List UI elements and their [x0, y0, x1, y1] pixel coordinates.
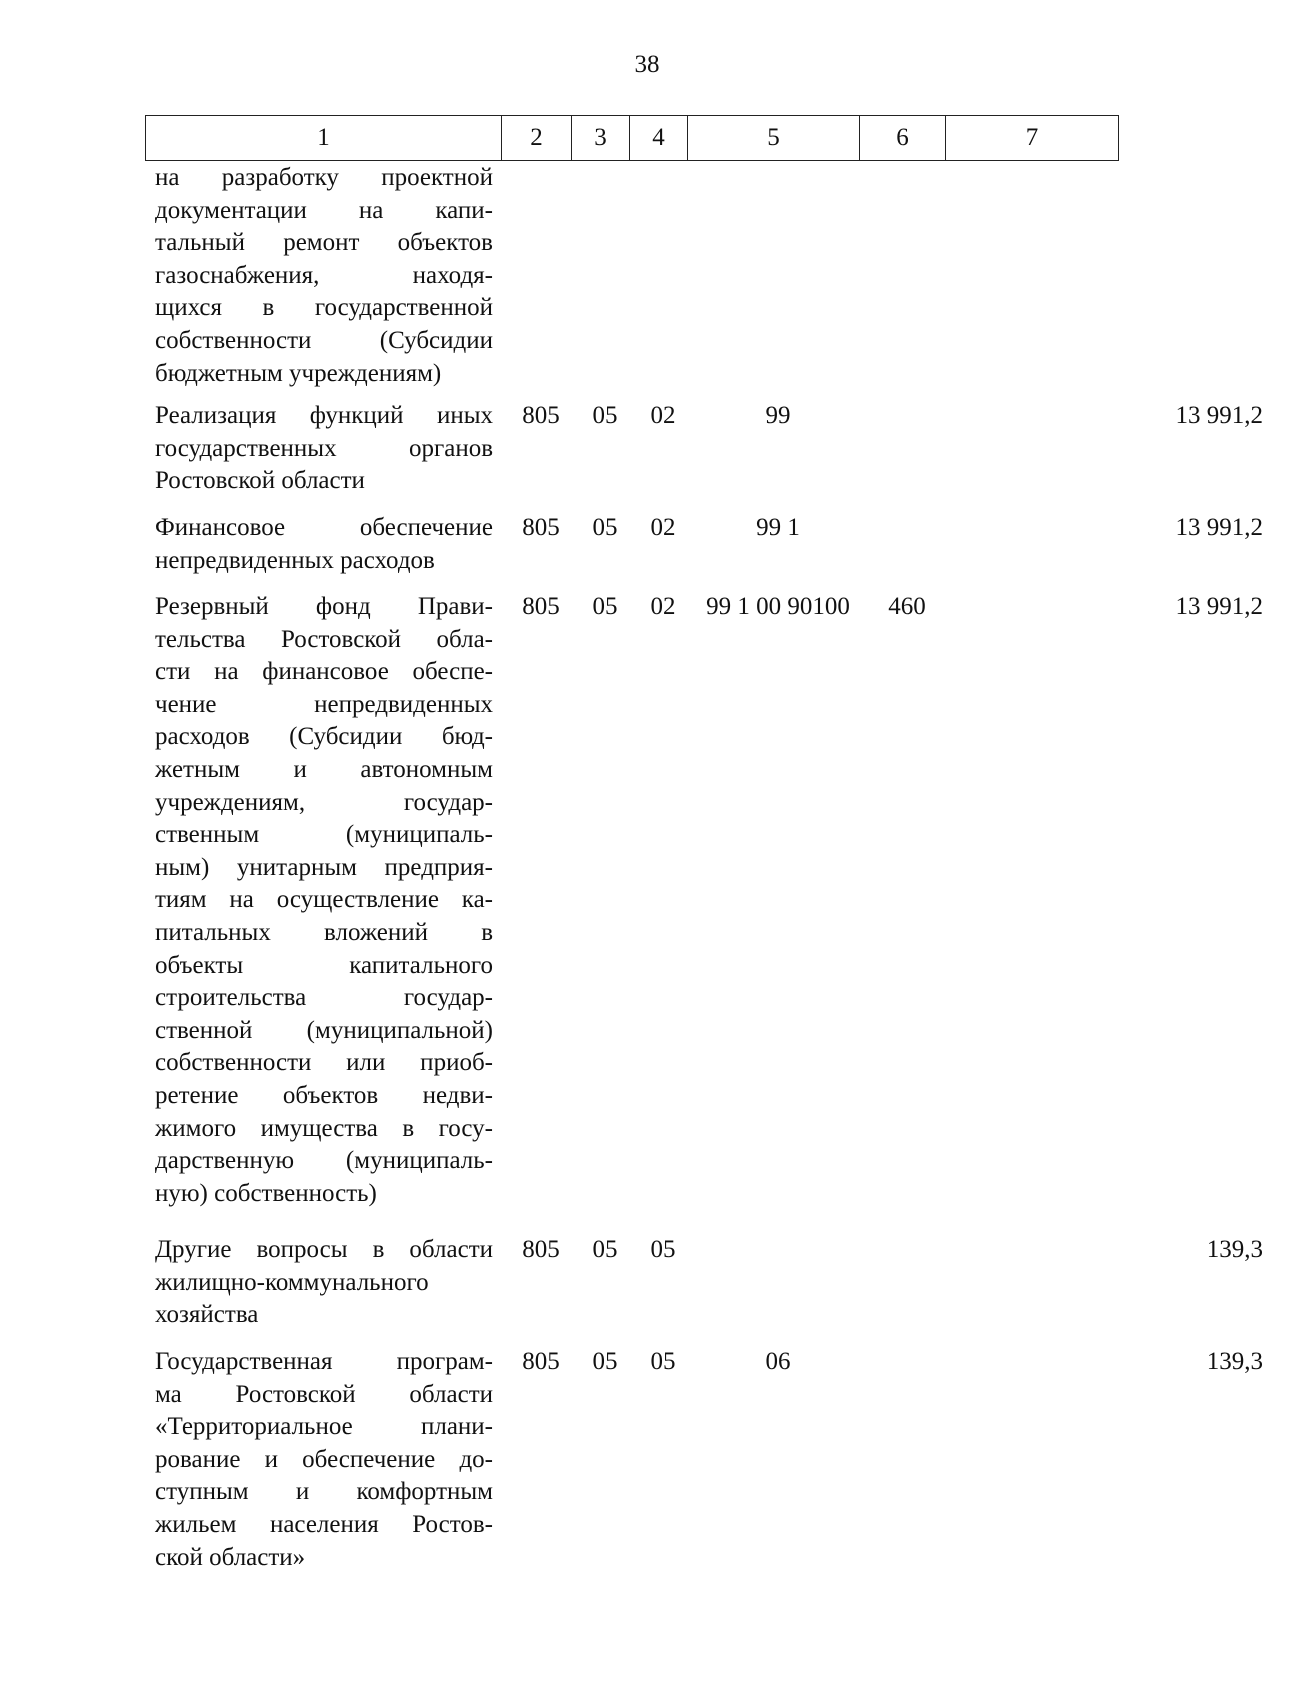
description-line: ступным и комфортным [155, 1478, 493, 1506]
row-code-section: 05 [592, 1236, 618, 1263]
row-code-subsection: 02 [650, 514, 676, 541]
column-header-table [145, 115, 1119, 161]
row-description [155, 162, 493, 390]
row-amount: 13 991,2 [1175, 514, 1263, 541]
description-line: Ростовской области [155, 467, 365, 495]
description-line: Другие вопросы в области [155, 1236, 493, 1263]
row-code-section: 05 [592, 1348, 618, 1375]
description-line: рование и обеспечение до- [155, 1445, 493, 1473]
row-amount: 13 991,2 [1175, 593, 1263, 620]
row-code-target: 99 1 00 90100 [706, 593, 850, 620]
row-description [155, 591, 493, 1210]
row-description [155, 1346, 493, 1574]
row-amount: 139,3 [1206, 1236, 1263, 1263]
row-code-subsection: 02 [650, 402, 676, 429]
row-code-target: 99 1 [756, 514, 800, 541]
row-code-ministry: 805 [522, 1348, 560, 1375]
column-header-7: 7 [946, 116, 1119, 161]
description-line: объекты капитального [155, 951, 493, 979]
description-line: жимого имущества в госу- [155, 1114, 493, 1142]
column-header-3: 3 [572, 116, 630, 161]
description-line: ма Ростовской области [155, 1380, 493, 1408]
description-line: Финансовое обеспечение [155, 514, 493, 541]
description-line: ственной (муниципальной) [155, 1016, 493, 1044]
description-line: собственности или приоб- [155, 1049, 493, 1077]
row-code-subsection: 05 [650, 1236, 676, 1263]
description-line: сти на финансовое обеспе- [155, 658, 493, 686]
row-amount: 13 991,2 [1175, 402, 1263, 429]
description-line: газоснабжения, находя- [155, 261, 493, 289]
description-line: строительства государ- [155, 984, 493, 1012]
description-line: ную) собственность) [155, 1179, 377, 1207]
row-amount: 139,3 [1206, 1348, 1263, 1375]
description-line: расходов (Субсидии бюд- [155, 723, 493, 751]
description-line: тельства Ростовской обла- [155, 625, 493, 653]
column-header-4: 4 [630, 116, 688, 161]
description-line: «Территориальное плани- [155, 1413, 493, 1441]
description-line: жетным и автономным [155, 755, 493, 783]
description-line: Реализация функций иных [155, 402, 493, 429]
row-code-section: 05 [592, 514, 618, 541]
description-line: ным) унитарным предприя- [155, 853, 493, 881]
row-code-section: 05 [592, 593, 618, 620]
description-line: собственности (Субсидии [155, 326, 493, 354]
description-line: жилищно-коммунального [155, 1268, 429, 1296]
column-header-2: 2 [502, 116, 572, 161]
row-description [155, 512, 493, 577]
description-line: дарственную (муниципаль- [155, 1147, 493, 1175]
description-line: чение непредвиденных [155, 690, 493, 718]
row-code-section: 05 [592, 402, 618, 429]
column-header-6: 6 [860, 116, 946, 161]
description-line: непредвиденных расходов [155, 546, 435, 574]
description-line: государственных органов [155, 434, 493, 462]
column-header-5: 5 [688, 116, 860, 161]
description-line: Резервный фонд Прави- [155, 593, 493, 620]
column-header-row [146, 116, 1119, 161]
description-line: учреждениям, государ- [155, 788, 493, 816]
row-code-subsection: 05 [650, 1348, 676, 1375]
row-code-subsection: 02 [650, 593, 676, 620]
row-code-ministry: 805 [522, 593, 560, 620]
row-description [155, 1234, 493, 1332]
description-line: Государственная програм- [155, 1348, 493, 1375]
description-line: документации на капи- [155, 196, 493, 224]
row-code-ministry: 805 [522, 402, 560, 429]
description-line: ственным (муниципаль- [155, 821, 493, 849]
page-number: 38 [634, 51, 660, 78]
description-line: тальный ремонт объектов [155, 229, 493, 257]
column-header-1: 1 [146, 116, 502, 161]
description-line: тиям на осуществление ка- [155, 886, 493, 914]
row-code-target: 06 [765, 1348, 791, 1375]
row-code-ministry: 805 [522, 514, 560, 541]
row-description [155, 400, 493, 498]
description-line: хозяйства [155, 1301, 259, 1329]
description-line: питальных вложений в [155, 918, 493, 946]
description-line: ретение объектов недви- [155, 1081, 493, 1109]
row-code-target: 99 [765, 402, 791, 429]
description-line: бюджетным учреждениям) [155, 359, 442, 387]
row-code-expense-type: 460 [888, 593, 926, 620]
description-line: ской области» [155, 1543, 306, 1571]
description-line: жильем населения Ростов- [155, 1510, 493, 1538]
row-code-ministry: 805 [522, 1236, 560, 1263]
description-line: на разработку проектной [155, 164, 493, 191]
description-line: щихся в государственной [155, 294, 493, 322]
